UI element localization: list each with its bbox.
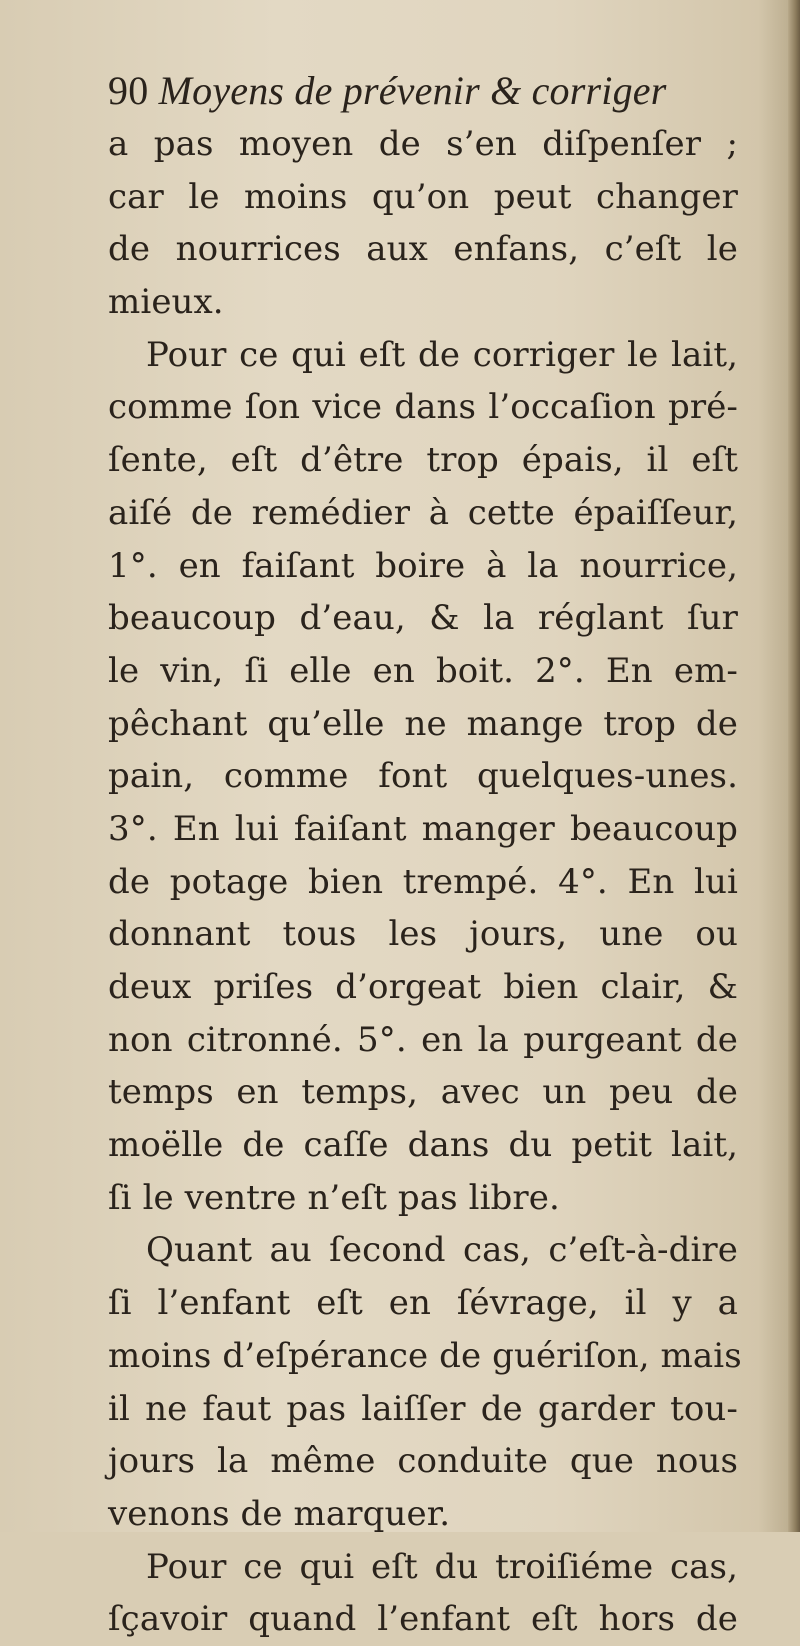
book-spine-edge — [788, 0, 800, 1532]
text-line: ſi le ventre n’eſt pas libre. — [108, 1177, 560, 1218]
body-text — [108, 118, 742, 1646]
text-line: deux priſes d’orgeat bien clair, & — [108, 967, 738, 1007]
text-line: a pas moyen de s’en diſpenſer ; — [108, 124, 738, 164]
text-line: moins d’eſpérance de guériſon, mais — [108, 1335, 742, 1376]
text-line: 3°. En lui faiſant manger beaucoup — [108, 808, 738, 849]
text-line: non citronné. 5°. en la purgeant de — [108, 1019, 738, 1060]
text-line: ſçavoir quand l’enfant eſt hors de — [108, 1599, 738, 1640]
text-line: Pour ce qui eſt de corriger le lait, — [146, 334, 738, 375]
text-line: 1°. en faiſant boire à la nourrice, — [108, 545, 738, 586]
text-line: pêchant qu’elle ne mange trop de — [108, 703, 738, 744]
text-line: il ne faut pas laiſſer de garder tou- — [108, 1388, 738, 1429]
page-text — [108, 64, 742, 1646]
text-line: mieux. — [108, 282, 224, 323]
text-line: ſi l’enfant eſt en ſévrage, il y a — [108, 1283, 738, 1324]
text-line: comme ſon vice dans l’occaſion pré- — [108, 387, 738, 428]
text-line: le vin, ſi elle en boit. 2°. En em- — [108, 650, 738, 691]
text-line: Pour ce qui eſt du troiſiéme cas, — [146, 1546, 738, 1587]
text-line: Quant au ſecond cas, c’eſt-à-dire — [146, 1230, 738, 1271]
running-header — [108, 64, 738, 118]
text-line: de potage bien trempé. 4°. En lui — [108, 861, 738, 902]
text-line: de nourrices aux enfans, c’eſt le — [108, 229, 738, 270]
text-line: temps en temps, avec un peu de — [108, 1072, 738, 1113]
text-line: moëlle de caſſe dans du petit lait, — [108, 1125, 738, 1166]
text-line: beaucoup d’eau, & la réglant ſur — [108, 598, 738, 639]
running-title: Moyens de prévenir & corriger — [158, 68, 667, 113]
text-line: car le moins qu’on peut changer — [108, 176, 738, 217]
page-number: 90 — [108, 68, 149, 113]
text-line: ſente, eſt d’être trop épais, il eſt — [108, 440, 738, 481]
text-line: aiſé de remédier à cette épaiſſeur, — [108, 492, 738, 533]
text-line: jours la même conduite que nous — [108, 1441, 738, 1482]
text-line: donnant tous les jours, une ou — [108, 914, 738, 955]
text-line: pain, comme font quelques-unes. — [108, 756, 738, 797]
text-line: venons de marquer. — [108, 1493, 451, 1534]
